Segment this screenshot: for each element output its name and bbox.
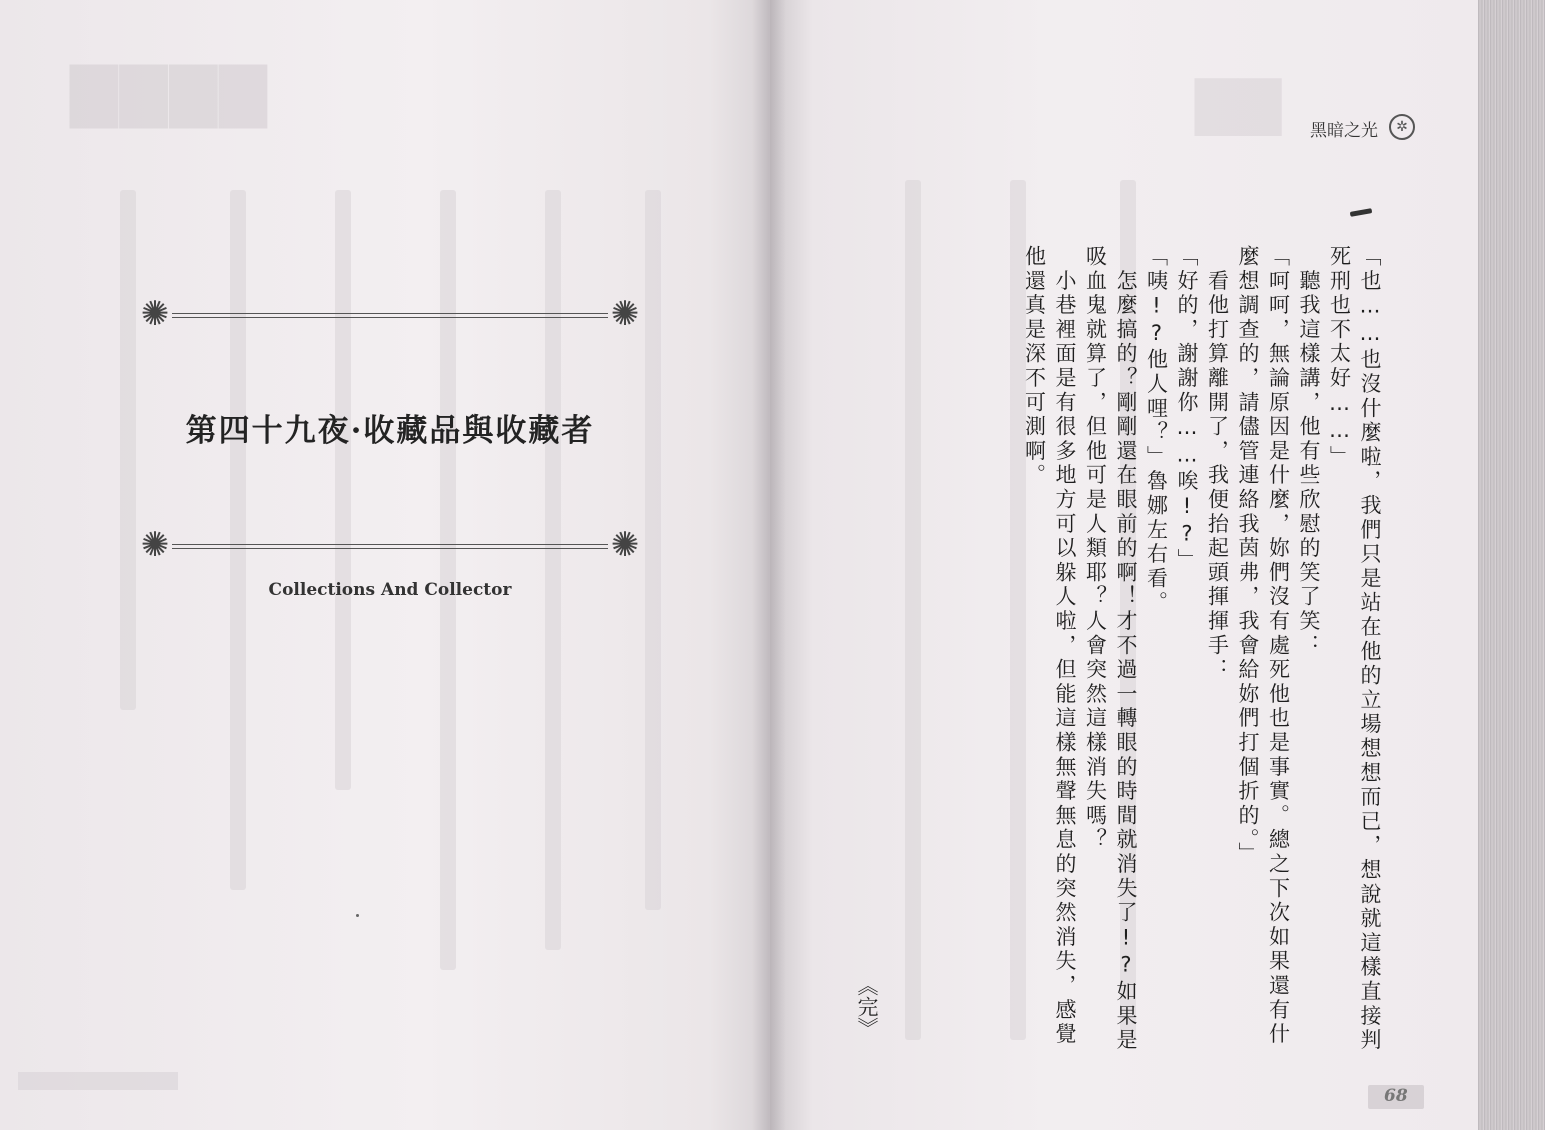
paragraph: 看他打算離開了，我便抬起頭揮揮手：	[1205, 245, 1230, 683]
chapter-subtitle: Collections And Collector	[268, 580, 512, 600]
bleed-through-footer	[18, 1072, 178, 1090]
chapter-title: 第四十九夜·收藏品與收藏者	[185, 413, 595, 449]
bleed-through-column	[120, 190, 136, 710]
flower-ornament-icon: ✺	[610, 525, 640, 565]
page-number: 68	[1384, 1086, 1408, 1106]
page-edges	[1478, 0, 1545, 1130]
divider-line	[172, 544, 608, 549]
paragraph: 聽我這樣講，他有些欣慰的笑了笑：	[1297, 245, 1321, 659]
bleed-through-column	[905, 180, 921, 1040]
bleed-through-title: ▇▇▇▇	[70, 55, 269, 128]
flower-ornament-icon: ✺	[610, 294, 640, 334]
paragraph: 「呵呵，無論原因是什麼，妳們沒有處死他也是事實。總之下次如果還有什麼想調查的，請儘管連絡我茵弗，我會給妳們打個折的。」	[1236, 245, 1291, 1047]
paragraph: 小巷裡面是有很多地方可以躲人啦，但能這樣無聲無息的突然消失，感覺他還真是深不可測啊。	[1022, 245, 1077, 1047]
end-mark: 《完》	[855, 975, 879, 1038]
paragraph: 怎麼搞的？剛剛還在眼前的啊！才不過一轉眼的時間就消失了!?如果是吸血鬼就算了，但他可是人類耶？人會突然這樣消失嗎？	[1083, 245, 1138, 1053]
running-header: 黑暗之光	[1310, 121, 1378, 141]
book-gutter	[752, 0, 786, 1130]
ornament-divider-top	[136, 295, 644, 335]
print-speck	[356, 914, 359, 917]
paragraph: 「好的，謝謝你……唉!?」	[1175, 245, 1199, 573]
divider-line	[172, 313, 608, 318]
paragraph: 「也……也沒什麼啦，我們只是站在他的立場想想而已，想說就這樣直接判死刑也不太好……」	[1327, 245, 1382, 1053]
flower-ornament-icon: ✺	[140, 294, 170, 334]
bleed-through-column	[335, 190, 351, 790]
flower-ornament-icon: ✺	[140, 525, 170, 565]
paragraph: 「咦!?他人哩？」魯娜左右看。	[1144, 245, 1169, 616]
ornament-circle-icon: ✲	[1389, 114, 1415, 140]
bleed-through-title: ▇▇	[1195, 70, 1282, 136]
bleed-through-column	[645, 190, 661, 910]
body-text	[955, 245, 1385, 1065]
ornament-divider-bottom	[136, 526, 644, 566]
